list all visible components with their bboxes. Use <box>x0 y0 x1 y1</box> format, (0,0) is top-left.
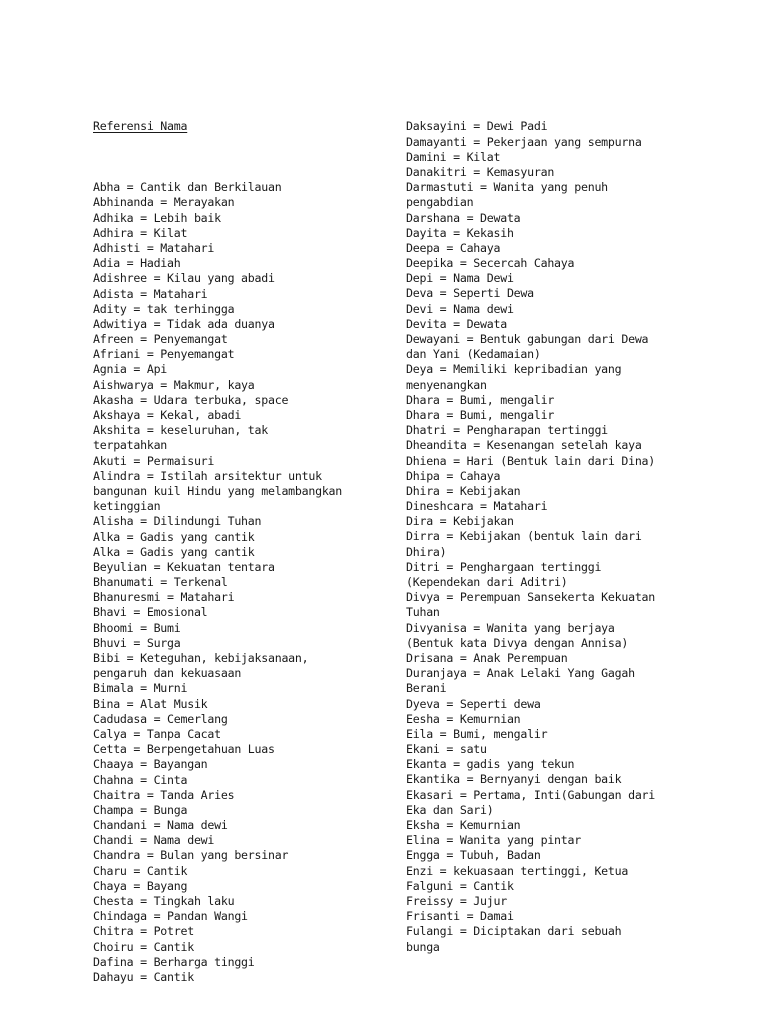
name-entry-line: Akshaya = Kekal, abadi <box>93 408 242 423</box>
name-entry-line: Alindra = Istilah arsitektur untuk <box>93 468 322 483</box>
name-entry-line: Damayanti = Pekerjaan yang sempurna <box>406 134 642 149</box>
name-entry-line: Eesha = Kemurnian <box>406 711 521 726</box>
name-entry-line: Dewayani = Bentuk gabungan dari Dewa <box>406 332 649 347</box>
name-entry-line: menyenangkan <box>406 377 487 392</box>
name-entry-line: Dhiena = Hari (Bentuk lain dari Dina) <box>406 453 656 468</box>
name-entry-line: Dhipa = Cahaya <box>406 468 501 483</box>
name-entry-line: Daksayini = Dewi Padi <box>406 119 548 134</box>
name-entry-line: Deva = Seperti Dewa <box>406 286 534 301</box>
name-entry-line: pengabdian <box>406 195 474 210</box>
name-entry-line: Chesta = Tingkah laku <box>93 894 235 909</box>
name-entry-line: Damini = Kilat <box>406 149 501 164</box>
name-entry-line: ketinggian <box>93 499 161 514</box>
name-entry-line: Divya = Perempuan Sansekerta Kekuatan <box>406 590 656 605</box>
name-entry-line: Adhika = Lebih baik <box>93 210 221 225</box>
name-entry-line: Dhara = Bumi, mengalir <box>406 407 555 422</box>
name-entry-line: Elina = Wanita yang pintar <box>406 833 581 848</box>
name-entry-line: Chindaga = Pandan Wangi <box>93 909 248 924</box>
name-entry-line: (Kependekan dari Aditri) <box>406 575 568 590</box>
name-entry-line: Adia = Hadiah <box>93 256 181 271</box>
name-entry-line: Dirra = Kebijakan (bentuk lain dari <box>406 529 642 544</box>
name-entry-line: Ekani = satu <box>406 742 487 757</box>
name-entry-line: Bhoomi = Bumi <box>93 620 181 635</box>
name-entry-line: Akshita = keseluruhan, tak <box>93 423 268 438</box>
name-entry-line: Chandani = Nama dewi <box>93 818 228 833</box>
name-entry-line: Cadudasa = Cemerlang <box>93 711 228 726</box>
name-entry-line: Freissy = Jujur <box>406 893 507 908</box>
name-entry-line: Afriani = Penyemangat <box>93 347 235 362</box>
name-entry-line: Abha = Cantik dan Berkilauan <box>93 180 282 195</box>
name-entry-line: Ditri = Penghargaan tertinggi <box>406 559 602 574</box>
name-entry-line: Darmastuti = Wanita yang penuh <box>406 180 608 195</box>
name-entry-line: Dafina = Berharga tinggi <box>93 954 255 969</box>
name-entry-line: Frisanti = Damai <box>406 909 514 924</box>
left-column <box>93 89 393 1016</box>
document-title: Referensi Nama <box>93 119 188 134</box>
name-entry-line: Agnia = Api <box>93 362 168 377</box>
name-entry-line: Bibi = Keteguhan, kebijaksanaan, <box>93 651 309 666</box>
name-entry-line: Devita = Dewata <box>406 316 507 331</box>
name-entry-line: Dhira = Kebijakan <box>406 483 521 498</box>
name-entry-line: Bina = Alat Musik <box>93 696 208 711</box>
name-entry-line: Aishwarya = Makmur, kaya <box>93 377 255 392</box>
name-entry-line: Chitra = Potret <box>93 924 194 939</box>
name-entry-line: Darshana = Dewata <box>406 210 521 225</box>
name-entry-line: Bhanumati = Terkenal <box>93 575 228 590</box>
name-entry-line: Drisana = Anak Perempuan <box>406 650 568 665</box>
name-entry-line: Bhanuresmi = Matahari <box>93 590 235 605</box>
name-entry-line: Depi = Nama Dewi <box>406 271 514 286</box>
name-entry-line: pengaruh dan kekuasaan <box>93 666 242 681</box>
name-entry-line: Adista = Matahari <box>93 286 208 301</box>
name-entry-line: Chaya = Bayang <box>93 878 188 893</box>
name-entry-line: Chandra = Bulan yang bersinar <box>93 848 289 863</box>
name-entry-line: Enzi = kekuasaan tertinggi, Ketua <box>406 863 629 878</box>
name-entry-line: Engga = Tubuh, Badan <box>406 848 541 863</box>
name-entry-line: Dhatri = Pengharapan tertinggi <box>406 423 608 438</box>
name-entry-line: Berani <box>406 681 447 696</box>
name-entry-line: Afreen = Penyemangat <box>93 332 228 347</box>
name-entry-line: Adhira = Kilat <box>93 225 188 240</box>
name-entry-line: (Bentuk kata Divya dengan Annisa) <box>406 635 629 650</box>
name-entry-line: Dira = Kebijakan <box>406 514 514 529</box>
name-entry-line: Falguni = Cantik <box>406 878 514 893</box>
name-entry-line: Alka = Gadis yang cantik <box>93 544 255 559</box>
name-entry-line: Divyanisa = Wanita yang berjaya <box>406 620 615 635</box>
name-entry-line: Beyulian = Kekuatan tentara <box>93 559 275 574</box>
name-entry-line: Alka = Gadis yang cantik <box>93 529 255 544</box>
name-entry-line: Cetta = Berpengetahuan Luas <box>93 742 275 757</box>
name-entry-line: Bhavi = Emosional <box>93 605 208 620</box>
name-entry-line: Ekantika = Bernyanyi dengan baik <box>406 772 622 787</box>
name-entry-line: bunga <box>406 939 440 954</box>
name-entry-line: Abhinanda = Merayakan <box>93 195 235 210</box>
name-entry-line: Adishree = Kilau yang abadi <box>93 271 275 286</box>
name-entry-line: Duranjaya = Anak Lelaki Yang Gagah <box>406 666 635 681</box>
name-entry-line: Calya = Tanpa Cacat <box>93 726 221 741</box>
name-entry-line: Dayita = Kekasih <box>406 225 514 240</box>
name-entry-line: Chahna = Cinta <box>93 772 188 787</box>
left-entry-list <box>93 180 393 985</box>
name-entry-line: Bimala = Murni <box>93 681 188 696</box>
name-entry-line: Dhara = Bumi, mengalir <box>406 392 555 407</box>
name-entry-line: Devi = Nama dewi <box>406 301 514 316</box>
name-entry-line: Chandi = Nama dewi <box>93 833 215 848</box>
name-entry-line: Akuti = Permaisuri <box>93 453 215 468</box>
name-entry-line: Tuhan <box>406 605 440 620</box>
name-entry-line: Choiru = Cantik <box>93 939 194 954</box>
name-entry-line: Charu = Cantik <box>93 863 188 878</box>
name-entry-line: bangunan kuil Hindu yang melambangkan <box>93 483 343 498</box>
name-entry-line: Akasha = Udara terbuka, space <box>93 392 289 407</box>
name-entry-line: terpatahkan <box>93 438 168 453</box>
right-entry-list <box>406 119 706 954</box>
name-entry-line: Champa = Bunga <box>93 802 188 817</box>
name-entry-line: Dheandita = Kesenangan setelah kaya <box>406 438 642 453</box>
name-entry-line: Bhuvi = Surga <box>93 635 181 650</box>
name-entry-line: Chaitra = Tanda Aries <box>93 787 235 802</box>
name-entry-line: Eka dan Sari) <box>406 802 494 817</box>
name-entry-line: Fulangi = Diciptakan dari sebuah <box>406 924 622 939</box>
right-column <box>406 89 706 985</box>
name-entry-line: Alisha = Dilindungi Tuhan <box>93 514 262 529</box>
name-entry-line: dan Yani (Kedamaian) <box>406 347 541 362</box>
name-entry-line: Deepika = Secercah Cahaya <box>406 256 575 271</box>
name-entry-line: Deepa = Cahaya <box>406 240 501 255</box>
name-entry-line: Eksha = Kemurnian <box>406 818 521 833</box>
name-entry-line: Adhisti = Matahari <box>93 240 215 255</box>
name-entry-line: Dhira) <box>406 544 447 559</box>
name-entry-line: Ekasari = Pertama, Inti(Gabungan dari <box>406 787 656 802</box>
name-entry-line: Danakitri = Kemasyuran <box>406 164 555 179</box>
name-entry-line: Adity = tak terhingga <box>93 301 235 316</box>
name-entry-line: Ekanta = gadis yang tekun <box>406 757 575 772</box>
name-entry-line: Dahayu = Cantik <box>93 969 194 984</box>
name-entry-line: Dineshcara = Matahari <box>406 499 548 514</box>
name-entry-line: Adwitiya = Tidak ada duanya <box>93 316 275 331</box>
name-entry-line: Deya = Memiliki kepribadian yang <box>406 362 622 377</box>
name-entry-line: Dyeva = Seperti dewa <box>406 696 541 711</box>
name-entry-line: Chaaya = Bayangan <box>93 757 208 772</box>
name-entry-line: Eila = Bumi, mengalir <box>406 726 548 741</box>
